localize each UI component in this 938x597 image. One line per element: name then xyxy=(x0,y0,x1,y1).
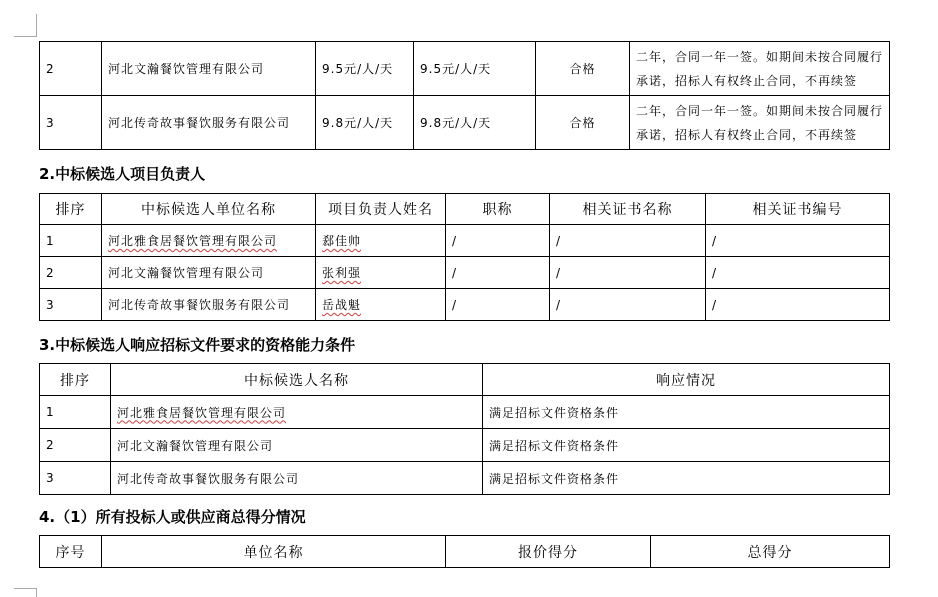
table-header-row xyxy=(40,364,890,396)
table-row xyxy=(40,42,890,96)
title-cell: / xyxy=(446,289,550,321)
manager-cell xyxy=(316,289,446,321)
company-name: 河北雅食居餐饮管理有限公司 xyxy=(117,405,287,420)
title-cell: / xyxy=(446,225,550,257)
column-header: 报价得分 xyxy=(446,536,651,568)
title-cell: / xyxy=(446,257,550,289)
column-header: 总得分 xyxy=(651,536,890,568)
company-cell: 河北文瀚餐饮管理有限公司 xyxy=(102,42,316,96)
manager-name: 郄佳帅 xyxy=(322,234,362,248)
table-row xyxy=(40,396,890,429)
rank-cell: 3 xyxy=(40,462,111,495)
price-cell: 9.8元/人/天 xyxy=(316,96,414,150)
bid-price-table xyxy=(39,41,890,150)
table-row xyxy=(40,225,890,257)
response-cell: 满足招标文件资格条件 xyxy=(483,429,890,462)
manager-name: 张利强 xyxy=(322,266,362,280)
price-cell: 9.5元/人/天 xyxy=(316,42,414,96)
table-row xyxy=(40,257,890,289)
column-header: 中标候选人名称 xyxy=(111,364,483,396)
table-row xyxy=(40,289,890,321)
result-cell: 合格 xyxy=(536,96,630,150)
cert-no-cell: / xyxy=(706,225,890,257)
cert-name-cell: / xyxy=(550,289,706,321)
company-cell: 河北文瀚餐饮管理有限公司 xyxy=(111,429,483,462)
cert-name-cell: / xyxy=(550,225,706,257)
table-header-row xyxy=(40,536,890,568)
column-header: 排序 xyxy=(40,364,111,396)
column-header: 中标候选人单位名称 xyxy=(102,194,316,225)
rank-cell: 1 xyxy=(40,396,111,429)
section-heading: 3.中标候选人响应招标文件要求的资格能力条件 xyxy=(39,336,356,354)
rank-cell: 2 xyxy=(40,257,102,289)
page-corner-mark xyxy=(14,14,37,37)
column-header: 项目负责人姓名 xyxy=(316,194,446,225)
rank-cell: 2 xyxy=(40,42,102,96)
project-manager-table xyxy=(39,193,890,321)
rank-cell: 1 xyxy=(40,225,102,257)
note-cell: 二年，合同一年一签。如期间未按合同履行承诺，招标人有权终止合同，不再续签 xyxy=(630,42,890,96)
company-cell xyxy=(111,396,483,429)
company-cell: 河北传奇故事餐饮服务有限公司 xyxy=(102,96,316,150)
response-cell: 满足招标文件资格条件 xyxy=(483,462,890,495)
manager-cell xyxy=(316,257,446,289)
table-row xyxy=(40,429,890,462)
column-header: 职称 xyxy=(446,194,550,225)
qualification-table xyxy=(39,363,890,495)
column-header: 序号 xyxy=(40,536,102,568)
note-cell: 二年，合同一年一签。如期间未按合同履行承诺，招标人有权终止合同，不再续签 xyxy=(630,96,890,150)
rank-cell: 2 xyxy=(40,429,111,462)
company-cell: 河北传奇故事餐饮服务有限公司 xyxy=(111,462,483,495)
section-heading: 4.（1）所有投标人或供应商总得分情况 xyxy=(39,508,306,526)
cert-no-cell: / xyxy=(706,289,890,321)
rank-cell: 3 xyxy=(40,96,102,150)
column-header: 相关证书编号 xyxy=(706,194,890,225)
table-header-row xyxy=(40,194,890,225)
company-cell xyxy=(102,225,316,257)
cert-no-cell: / xyxy=(706,257,890,289)
manager-cell xyxy=(316,225,446,257)
company-cell: 河北传奇故事餐饮服务有限公司 xyxy=(102,289,316,321)
price-cell: 9.5元/人/天 xyxy=(414,42,536,96)
cert-name-cell: / xyxy=(550,257,706,289)
manager-name: 岳战魁 xyxy=(322,298,362,312)
column-header: 单位名称 xyxy=(102,536,446,568)
section-heading: 2.中标候选人项目负责人 xyxy=(39,165,206,183)
column-header: 相关证书名称 xyxy=(550,194,706,225)
company-cell: 河北文瀚餐饮管理有限公司 xyxy=(102,257,316,289)
column-header: 响应情况 xyxy=(483,364,890,396)
rank-cell: 3 xyxy=(40,289,102,321)
table-row xyxy=(40,462,890,495)
company-name: 河北雅食居餐饮管理有限公司 xyxy=(108,234,278,248)
price-cell: 9.8元/人/天 xyxy=(414,96,536,150)
response-cell: 满足招标文件资格条件 xyxy=(483,396,890,429)
result-cell: 合格 xyxy=(536,42,630,96)
column-header: 排序 xyxy=(40,194,102,225)
score-table xyxy=(39,535,890,568)
table-row xyxy=(40,96,890,150)
